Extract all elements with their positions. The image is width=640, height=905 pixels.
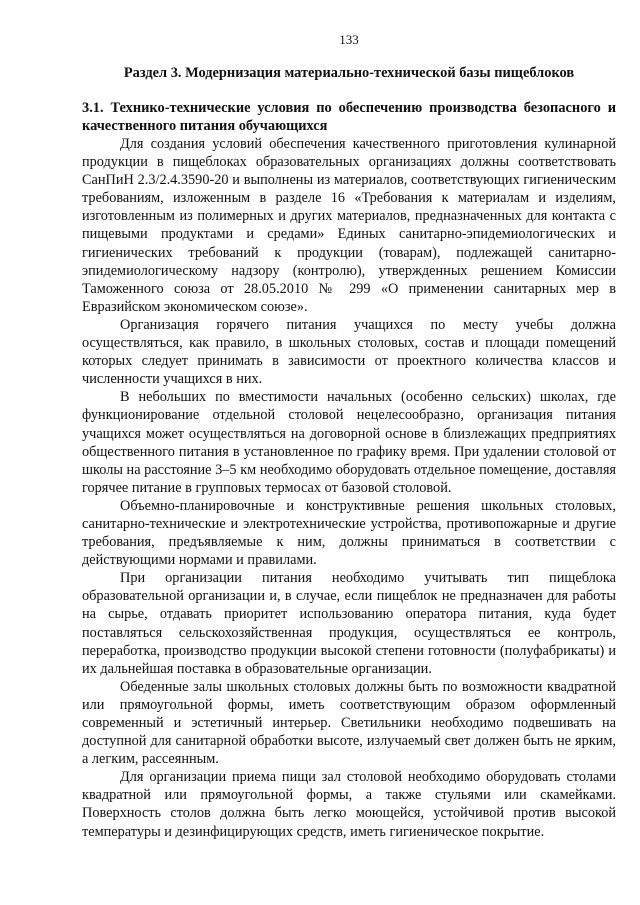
paragraph: В небольших по вместимости начальных (особенно сельских) школах, где функционирование отдельной столовой нецелесообразно, организация питания учащихся может осуществляться на договорной основе в близлежащих предприятиях общественного питания в установленное по графику время. При удалении столовой от школы на расстояние 3–5 км необходимо оборудовать отдельное помещение, доставляя горячее питание в групповых термосах от базовой столовой. [82,389,616,496]
paragraph: При организации питания необходимо учитывать тип пищеблока образовательной организации и, в случае, если пищеблок не предназначен для работы на сырье, отдавать приоритет использованию оператора питания, куда будет поставляться сельскохозяйственная продукция, осуществляться ее контроль, переработка, производство продукции высокой степени готовности (полуфабрикаты) и их дальнейшая поставка в образовательные организации. [82,570,616,677]
section-title: Раздел 3. Модернизация материально-технической базы пищеблоков [123,65,575,81]
page-number: 133 [339,32,359,47]
paragraph: Для организации приема пищи зал столовой необходимо оборудовать столами квадратной или прямоугольной формы, а также стульями или скамейками. Поверхность столов должна быть легко моющейся, устойчивой против высокой температуры и дезинфицирующих средств, иметь гигиеническое покрытие. [82,769,616,840]
document-page [82,32,616,841]
paragraph: Для создания условий обеспечения качественного приготовления кулинарной продукции в пищеблоках образовательных организациях должны соответствовать СанПиН 2.3/2.4.3590-20 и выполнены из материалов, соответствующих гигиеническим требованиям, изложенным в разделе 16 «Требования к материалам и изделиям, изготовленным из полимерных и других материалов, предназначенных для контакта с пищевыми продуктами и средами» Единых санитарно-эпидемиологических и гигиенических требований к продукции (товарам), подлежащей санитарно-эпидемиологическому надзору (контролю), утвержденных решением Комиссии Таможенного союза от 28.05.2010 № 299 «О применении санитарных мер в Евразийском экономическом союзе». [82,136,616,315]
paragraph: Обеденные залы школьных столовых должны быть по возможности квадратной или прямоугольной формы, иметь соответствующим образом оформленный современный и эстетичный интерьер. Светильники необходимо подвешивать на доступной для санитарной обработки высоте, излучаемый свет должен быть не ярким, а легким, рассеянным. [82,678,616,768]
paragraph: Объемно-планировочные и конструктивные решения школьных столовых, санитарно-технические и электротехнические устройства, противопожарные и другие требования, предъявляемые к ним, должны приниматься в соответствии с действующими нормами и правилами. [82,497,616,569]
paragraph: Организация горячего питания учащихся по месту учебы должна осуществляться, как правило, в школьных столовых, состав и площади помещений которых следует принимать в зависимости от проектного количества классов и численности учащихся в них. [82,316,616,388]
subsection-title: 3.1. Технико-технические условия по обеспечению производства безопасного и качественного питания обучающихся [82,100,616,134]
